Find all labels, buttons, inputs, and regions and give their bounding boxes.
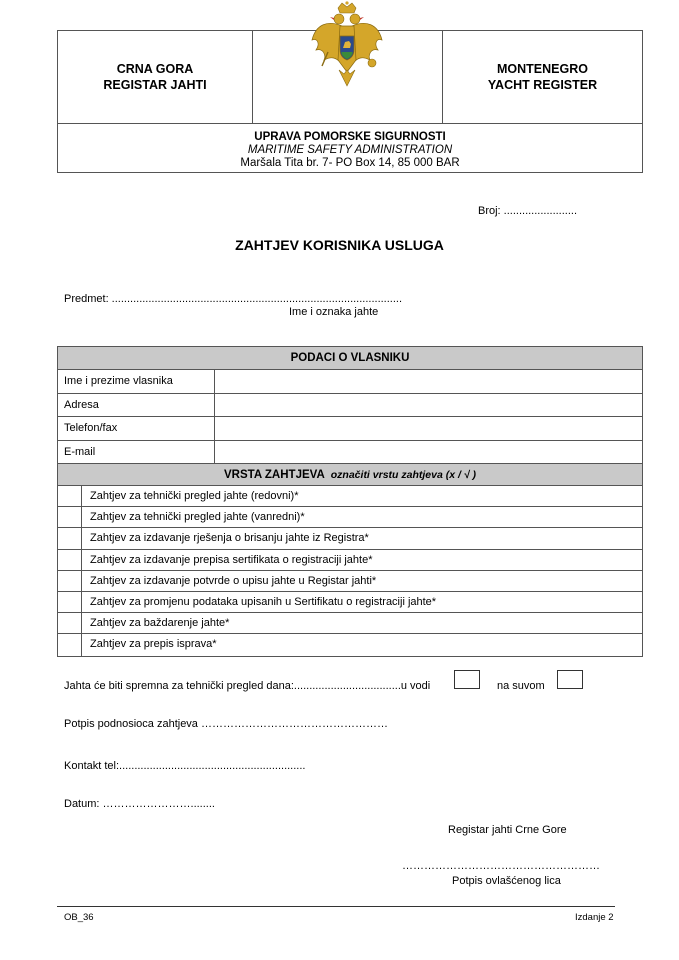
form-edition: Izdanje 2 bbox=[575, 912, 614, 923]
form-code: OB_36 bbox=[64, 912, 94, 923]
predmet-caption: Ime i oznaka jahte bbox=[289, 306, 379, 318]
owner-label-name: Ime i prezime vlasnika bbox=[58, 370, 215, 393]
request-checkbox[interactable] bbox=[58, 613, 82, 633]
owner-value-phone[interactable] bbox=[215, 417, 642, 440]
request-label: Zahtjev za promjenu podataka upisanih u Sertifikatu o registraciji jahte* bbox=[90, 595, 437, 608]
request-row bbox=[58, 613, 642, 634]
in-water-checkbox[interactable] bbox=[454, 670, 480, 689]
page-title: ZAHTJEV KORISNIKA USLUGA bbox=[235, 237, 444, 253]
org-address: Maršala Tita br. 7- PO Box 14, 85 000 BAR bbox=[240, 157, 460, 169]
inspection-date-text: Jahta će biti spremna za tehnički pregled dana:...................................u vodi bbox=[64, 680, 431, 692]
request-label: Zahtjev za tehnički pregled jahte (redovni)* bbox=[90, 490, 299, 502]
request-row bbox=[58, 486, 642, 507]
request-label: Zahtjev za prepis isprava* bbox=[90, 638, 217, 651]
request-label: Zahtjev za izdavanje rješenja o brisanju jahte iz Registra* bbox=[90, 532, 369, 545]
contact-phone-line: Kontakt tel:............................................................. bbox=[64, 760, 306, 772]
request-row bbox=[58, 528, 642, 549]
owner-row-email bbox=[58, 441, 642, 465]
request-row bbox=[58, 507, 642, 528]
request-heading bbox=[58, 464, 642, 486]
owner-value-address[interactable] bbox=[215, 394, 642, 417]
owner-value-email[interactable] bbox=[215, 441, 642, 464]
header-left bbox=[58, 31, 253, 123]
header-organization bbox=[58, 123, 642, 172]
predmet-field: Predmet: ............................................................................................... bbox=[64, 293, 403, 305]
org-name: UPRAVA POMORSKE SIGURNOSTI bbox=[254, 131, 446, 143]
owner-row-name bbox=[58, 370, 642, 394]
org-name-en: MARITIME SAFETY ADMINISTRATION bbox=[247, 144, 453, 156]
date-line: Datum: ……………………........ bbox=[64, 798, 215, 810]
coat-of-arms-icon bbox=[306, 0, 388, 92]
request-checkbox[interactable] bbox=[58, 634, 82, 655]
owner-value-name[interactable] bbox=[215, 370, 642, 393]
header-right-line2: YACHT REGISTER bbox=[487, 78, 598, 92]
request-heading-hint: označiti vrstu zahtjeva (x / √ ) bbox=[330, 469, 476, 481]
authorized-signature-label: Potpis ovlašćenog lica bbox=[452, 875, 561, 887]
request-row bbox=[58, 571, 642, 592]
header-right-line1: MONTENEGRO bbox=[497, 62, 588, 76]
authorized-signature-dots: ……………………………………………… bbox=[402, 860, 600, 872]
request-checkbox[interactable] bbox=[58, 550, 82, 570]
header-left-line2: REGISTAR JAHTI bbox=[103, 78, 207, 92]
request-checkbox[interactable] bbox=[58, 507, 82, 527]
request-label: Zahtjev za baždarenje jahte* bbox=[90, 617, 230, 630]
applicant-signature-line: Potpis podnosioca zahtjeva …………………………………………… bbox=[64, 718, 388, 730]
request-checkbox[interactable] bbox=[58, 571, 82, 591]
dry-checkbox[interactable] bbox=[557, 670, 583, 689]
request-row bbox=[58, 634, 642, 655]
owner-label-phone: Telefon/fax bbox=[58, 417, 215, 440]
request-checkbox[interactable] bbox=[58, 592, 82, 612]
header-right bbox=[442, 31, 642, 123]
dry-label: na suvom bbox=[497, 680, 545, 692]
request-row bbox=[58, 550, 642, 571]
request-label: Zahtjev za izdavanje potvrde o upisu jahte u Registar jahti* bbox=[90, 574, 377, 587]
request-row bbox=[58, 592, 642, 613]
registry-name: Registar jahti Crne Gore bbox=[448, 824, 567, 836]
header-left-line1: CRNA GORA bbox=[116, 62, 194, 76]
request-label: Zahtjev za tehnički pregled jahte (vanredni)* bbox=[90, 511, 305, 524]
owner-row-phone bbox=[58, 417, 642, 441]
request-label: Zahtjev za izdavanje prepisa sertifikata o registraciji jahte* bbox=[90, 553, 373, 566]
owner-row-address bbox=[58, 394, 642, 418]
broj-field: Broj: ........................ bbox=[478, 205, 578, 217]
request-heading-title: VRSTA ZAHTJEVA bbox=[224, 469, 325, 481]
request-checkbox[interactable] bbox=[58, 486, 82, 506]
owner-label-address: Adresa bbox=[58, 394, 215, 417]
owner-label-email: E-mail bbox=[58, 441, 215, 464]
owner-heading: PODACI O VLASNIKU bbox=[58, 347, 642, 370]
footer-divider bbox=[57, 906, 615, 907]
request-checkbox[interactable] bbox=[58, 528, 82, 548]
owner-table bbox=[57, 346, 643, 657]
